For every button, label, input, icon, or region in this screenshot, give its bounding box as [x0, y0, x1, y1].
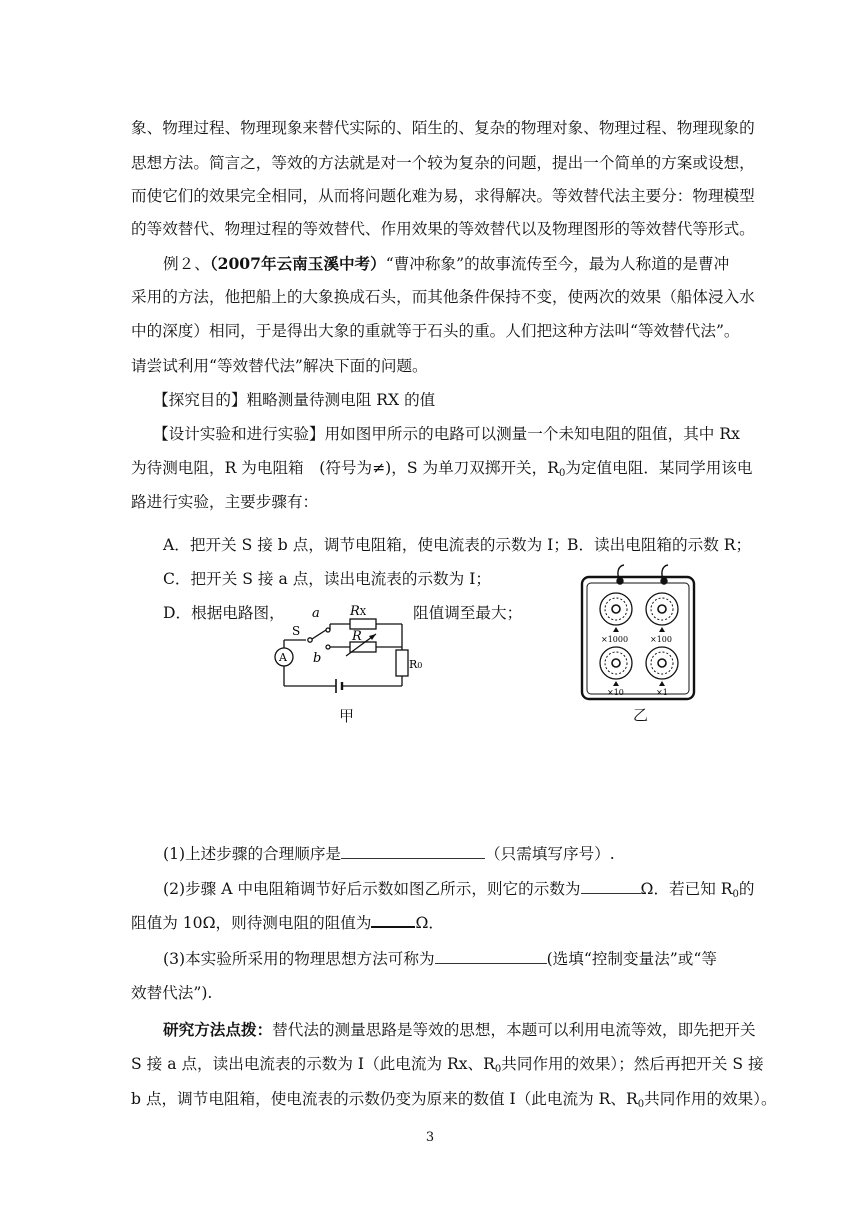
question-2-text: (2)步骤 A 中电阻箱调节好后示数如图乙所示，则它的示数为 — [163, 880, 581, 898]
example-line-2: 采用的方法，他把船上的大象换成石头，而其他条件保持不变，使两次的效果（船体浸入水 — [131, 288, 755, 306]
design-line2-subscript: 0 — [558, 468, 566, 479]
step-d-start: D．根据电路图， — [163, 604, 285, 622]
question-2-text-c: 的 — [738, 880, 755, 898]
step-c: C．把开关 S 接 a 点，读出电流表的示数为 I； — [163, 570, 491, 588]
circuit-diagram — [268, 600, 423, 700]
analysis-line3-part-a: b 点，调节电阻箱，使电流表的示数仍变为原来的数值 I（此电流为 R、R — [131, 1090, 638, 1108]
analysis-line1-text: 替代法的测量思路是等效的思想，本题可以利用电流等效，即先把开关 — [272, 1021, 756, 1039]
intro-line-3: 而使它们的效果完全相同，从而将问题化难为易，求得解决。等效替代法主要分：物理模型 — [131, 187, 755, 205]
circuit-label-rx: RX — [350, 604, 367, 619]
analysis-label: 研究方法点拨： — [163, 1020, 273, 1039]
question-2-subscript: 0 — [732, 889, 739, 900]
purpose-line: 【探究目的】粗略测量待测电阻 RX 的值 — [153, 391, 436, 409]
question-2-line2-unit: Ω． — [415, 914, 444, 932]
analysis-line-2 — [131, 1053, 764, 1081]
answer-blank-3[interactable] — [435, 949, 547, 964]
question-1-text: (1)上述步骤的合理顺序是 — [163, 845, 342, 863]
dial-tens-icon — [600, 647, 632, 679]
example-source: （2007年云南玉溪中考） — [209, 254, 386, 273]
design-line-3: 路进行实验，主要步骤有： — [131, 493, 319, 511]
example-line-4: 请尝试利用“等效替代法”解决下面的问题。 — [131, 357, 428, 375]
design-line-2 — [131, 457, 752, 485]
analysis-line-1 — [163, 1019, 756, 1041]
design-line-1: 【设计实验和进行实验】用如图甲所示的电路可以测量一个未知电阻的阻值，其中 Rx — [153, 425, 740, 443]
figure-caption-yi: 乙 — [633, 706, 649, 724]
question-1-hint: （只需填写序号）. — [485, 845, 615, 863]
question-3-hint: (选填“控制变量法”或“等 — [546, 950, 717, 968]
multiplier-1: ×1 — [656, 688, 668, 697]
design-line2-part-a: 为待测电阻，R 为电阻箱 (符号为≠)，S 为单刀双掷开关，R — [131, 459, 559, 477]
ammeter-label: A — [279, 651, 287, 664]
intro-line-4: 的等效替代、物理过程的等效替代、作用效果的等效替代以及物理图形的等效替代等形式。 — [131, 220, 755, 238]
page-number: 3 — [425, 1130, 435, 1145]
example-line1-text: “曹冲称象”的故事流传至今，最为人称道的是曹冲 — [385, 255, 730, 273]
step-a: A．把开关 S 接 b 点，调节电阻箱，使电流表的示数为 I； — [163, 536, 569, 554]
circuit-label-r: R — [352, 629, 362, 644]
intro-line-1: 象、物理过程、物理现象来替代实际的、陌生的、复杂的物理对象、物理过程、物理现象的 — [131, 119, 755, 137]
question-3-text: (3)本实验所采用的物理思想方法可称为 — [163, 950, 435, 968]
analysis-line3-subscript: 0 — [637, 1099, 645, 1110]
example-line-1 — [163, 253, 729, 275]
circuit-label-b: b — [313, 651, 322, 666]
design-line2-part-b: 为定值电阻．某同学用该电 — [565, 459, 753, 477]
analysis-line2-subscript: 0 — [494, 1064, 502, 1075]
circuit-label-s: S — [292, 624, 301, 638]
dial-hundreds-icon — [646, 593, 678, 625]
analysis-line3-part-b: 共同作用的效果）。 — [644, 1090, 777, 1108]
example-line-3: 中的深度）相同，于是得出大象的重就等于石头的重。人们把这种方法叫“等效替代法”。 — [131, 322, 740, 340]
multiplier-1000: ×1000 — [601, 635, 629, 644]
circuit-label-r0: R0 — [409, 658, 423, 671]
multiplier-100: ×100 — [650, 635, 672, 644]
question-2-line2-text: 阻值为 10Ω，则待测电阻的阻值为 — [131, 914, 372, 932]
answer-blank-2b[interactable] — [371, 912, 415, 928]
answer-blank-2a[interactable] — [581, 879, 641, 894]
step-d-end: 阻值调至最大； — [413, 604, 523, 622]
dial-thousands-icon — [600, 593, 632, 625]
figure-caption-jia: 甲 — [339, 707, 355, 725]
intro-line-2: 思想方法。简言之，等效的方法就是对一个较为复杂的问题，提出一个简单的方案或设想， — [131, 154, 755, 172]
question-3-line-1 — [163, 948, 717, 970]
question-3-line-2: 效替代法”). — [131, 984, 213, 1002]
dial-ones-icon — [646, 647, 678, 679]
step-b: B．读出电阻箱的示数 R； — [567, 536, 752, 554]
circuit-label-a: a — [312, 606, 320, 621]
question-1 — [163, 843, 615, 865]
analysis-line2-part-a: S 接 a 点，读出电流表的示数为 I（此电流为 Rx、R — [131, 1055, 495, 1073]
analysis-line2-part-b: 共同作用的效果）；然后再把开关 S 接 — [501, 1055, 764, 1073]
question-2-line-1 — [163, 878, 755, 906]
question-2-line-2 — [131, 912, 444, 934]
example-prefix: 例２、 — [163, 255, 210, 273]
resistance-box-diagram — [578, 563, 698, 703]
multiplier-10: ×10 — [607, 688, 624, 697]
answer-blank-1[interactable] — [341, 844, 485, 859]
question-2-text-b: Ω．若已知 R — [640, 880, 733, 898]
analysis-line-3 — [131, 1088, 777, 1116]
